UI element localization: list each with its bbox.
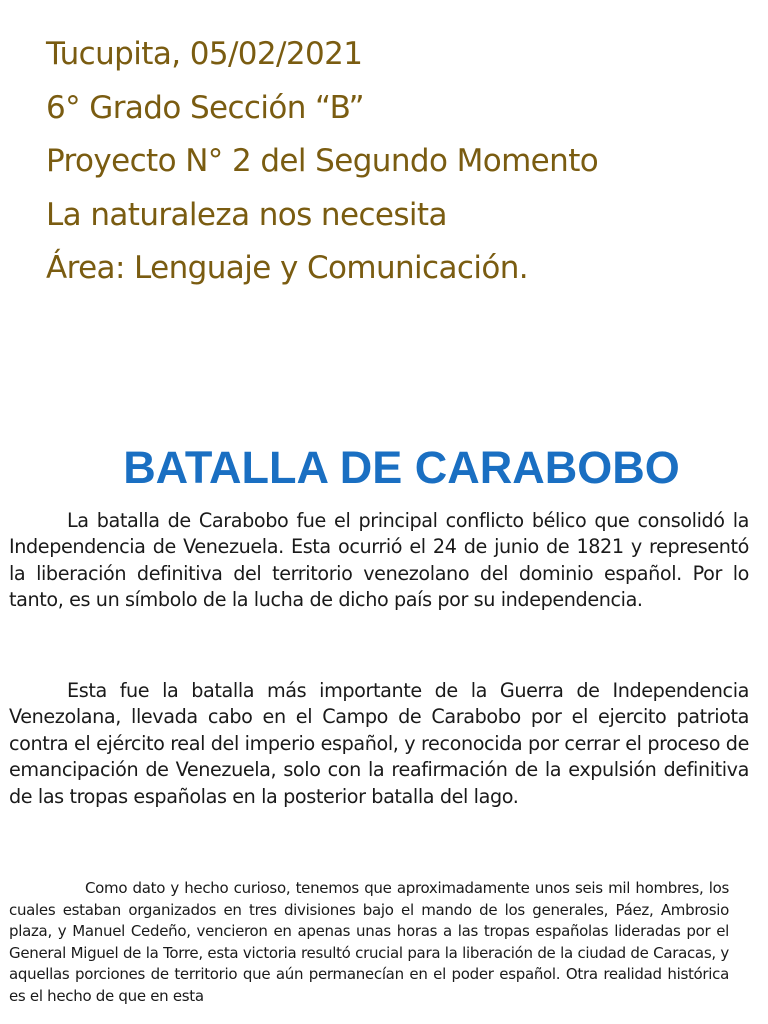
page-title: BATALLA DE CARABOBO — [123, 442, 680, 493]
body-paragraph-1: La batalla de Carabobo fue el principal conflicto bélico que consolidó la Independencia de Venezuela. Esta ocurrió el 24 de junio de 1821 y representó la liberación definitiva del territorio venezolano del dominio español. Por lo tanto, es un símbolo de la lucha de dicho país por su independencia. — [9, 509, 749, 612]
body-paragraph-3: Como dato y hecho curioso, tenemos que aproximadamente unos seis mil hombres, los cuales estaban organizados en tres divisiones bajo el mando de los generales, Páez, Ambrosio plaza, y Manuel Cedeño, vencieron en apenas unas horas a las tropas españolas lideradas por el General Miguel de la Torre, esta victoria resultó crucial para la liberación de la ciudad de Caracas, y aquellas porciones de territorio que aún permanecían en el poder español. Otra realidad histórica es el hecho de que en esta — [9, 879, 729, 1005]
header-project-line: Proyecto N° 2 del Segundo Momento — [46, 143, 599, 179]
header-block — [46, 28, 756, 296]
header-date-line: Tucupita, 05/02/2021 — [46, 36, 363, 72]
header-area-line: Área: Lenguaje y Comunicación. — [46, 250, 529, 286]
header-theme-line: La naturaleza nos necesita — [46, 196, 447, 233]
body-paragraph-2: Esta fue la batalla más importante de la Guerra de Independencia Venezolana, llevada cabo en el Campo de Carabobo por el ejercito patriota contra el ejército real del imperio español, y reconocida por cerrar el proceso de emancipación de Venezuela, solo con la reafirmación de la expulsión definitiva de las tropas españolas en la posterior batalla del lago. — [9, 679, 749, 808]
header-grade-line: 6° Grado Sección “B” — [46, 89, 364, 126]
